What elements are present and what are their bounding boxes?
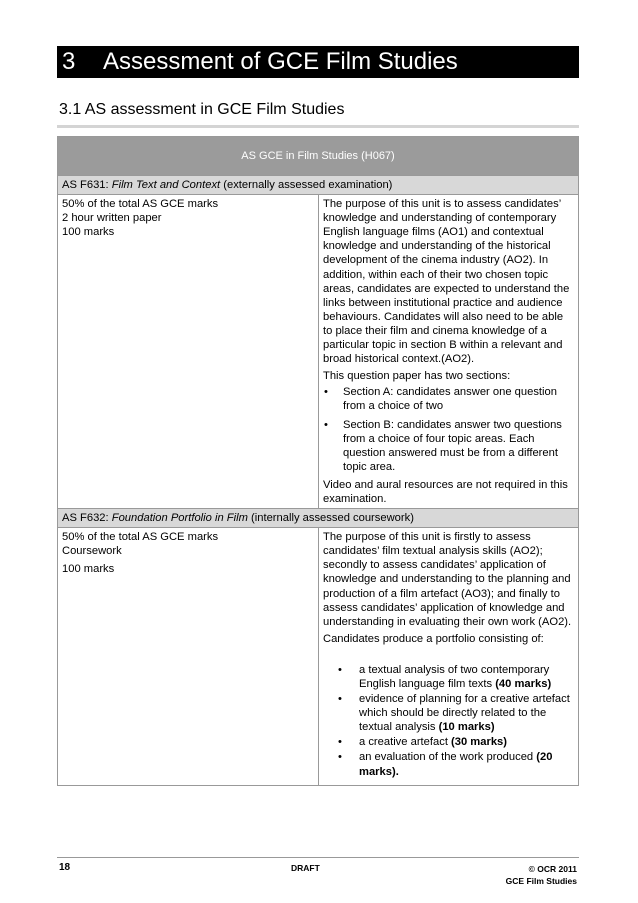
unit-code: AS F631: (62, 179, 112, 191)
list-item: • Section B: candidates answer two questions from a choice of four topic areas. Each question answered must be from a different topic area. (323, 418, 574, 474)
table-header-row (58, 137, 579, 176)
unit-note: (externally assessed examination) (220, 179, 393, 191)
unit-name: Film Text and Context (111, 179, 221, 191)
copyright-text: © OCR 2011 (528, 864, 577, 874)
unit-note: (internally assessed coursework) (247, 512, 414, 525)
item-marks: (40 marks) (495, 678, 552, 690)
unit-code: AS F632: (62, 512, 112, 525)
footer-copyright (506, 863, 577, 887)
footer-divider (57, 857, 579, 858)
detail-line: 50% of the total AS GCE marks (62, 531, 219, 544)
assessment-table (57, 136, 579, 786)
item-text: a creative artefact (359, 736, 452, 749)
chapter-number: 3 (62, 48, 76, 75)
draft-label: DRAFT (291, 863, 320, 873)
sections-list (323, 385, 574, 474)
unit-details-row (58, 195, 579, 509)
item-text: evidence of planning for a creative artefact which should be directly related to the textual analysis (359, 693, 570, 734)
detail-line: Coursework (62, 545, 122, 558)
item-text: an evaluation of the work produced (359, 751, 537, 764)
detail-line: 50% of the total AS GCE marks (62, 198, 219, 211)
list-item: • Section A: candidates answer one question from a choice of two (323, 385, 574, 413)
page-number: 18 (59, 862, 71, 873)
unit-description (319, 528, 579, 786)
resources-note: Video and aural resources are not required in this examination. (323, 478, 568, 505)
unit-heading-f631 (58, 176, 579, 195)
item-marks: (10 marks) (438, 721, 495, 734)
portfolio-intro: Candidates produce a portfolio consisting of: (323, 632, 544, 645)
item-text: a textual analysis of two contemporary English language film texts (359, 663, 550, 690)
unit-row (58, 176, 579, 195)
list-item (323, 735, 574, 749)
detail-line: 100 marks (62, 563, 115, 576)
portfolio-list (323, 663, 574, 779)
detail-line: 2 hour written paper (62, 212, 162, 225)
unit-name: Foundation Portfolio in Film (111, 512, 248, 525)
unit-purpose: The purpose of this unit is to assess candidates’ knowledge and understanding of contemporary English language films (AO1) and contextual knowledge and understanding of the historical development of the cinema industry (AO2). In addition, within each of their two chosen topic areas, candidates are expected to understand the links between institutional practice and audience behaviours. Candidates will also need to be able to place their film and cinema knowledge of a particular topic in section B within a relevant and broad historical context.(AO2). (323, 198, 570, 366)
list-item (323, 663, 574, 691)
detail-line: 100 marks (62, 226, 115, 239)
unit-row (58, 509, 579, 528)
item-marks: (20 marks). (359, 751, 553, 778)
unit-details (58, 528, 319, 786)
list-item (323, 750, 574, 778)
unit-heading-f632 (58, 509, 579, 528)
unit-description (319, 195, 579, 509)
chapter-heading (57, 46, 579, 78)
chapter-title: Assessment of GCE Film Studies (103, 48, 458, 75)
table-header: AS GCE in Film Studies (H067) (58, 137, 579, 176)
sections-intro: This question paper has two sections: (323, 370, 511, 383)
item-marks: (30 marks) (451, 736, 508, 749)
document-name: GCE Film Studies (505, 876, 577, 886)
section-divider (57, 125, 579, 128)
unit-purpose: The purpose of this unit is firstly to assess candidates’ film textual analysis skills (AO2); secondly to assess candidates’ application of knowledge and understanding to the planning and production of a film artefact (AO3); and finally to assess candidates’ application of knowledge and understanding in evaluating their own work (AO2). (323, 531, 572, 628)
unit-details-row (58, 528, 579, 786)
unit-details (58, 195, 319, 509)
list-item (323, 692, 574, 734)
section-title: 3.1 AS assessment in GCE Film Studies (59, 101, 345, 118)
